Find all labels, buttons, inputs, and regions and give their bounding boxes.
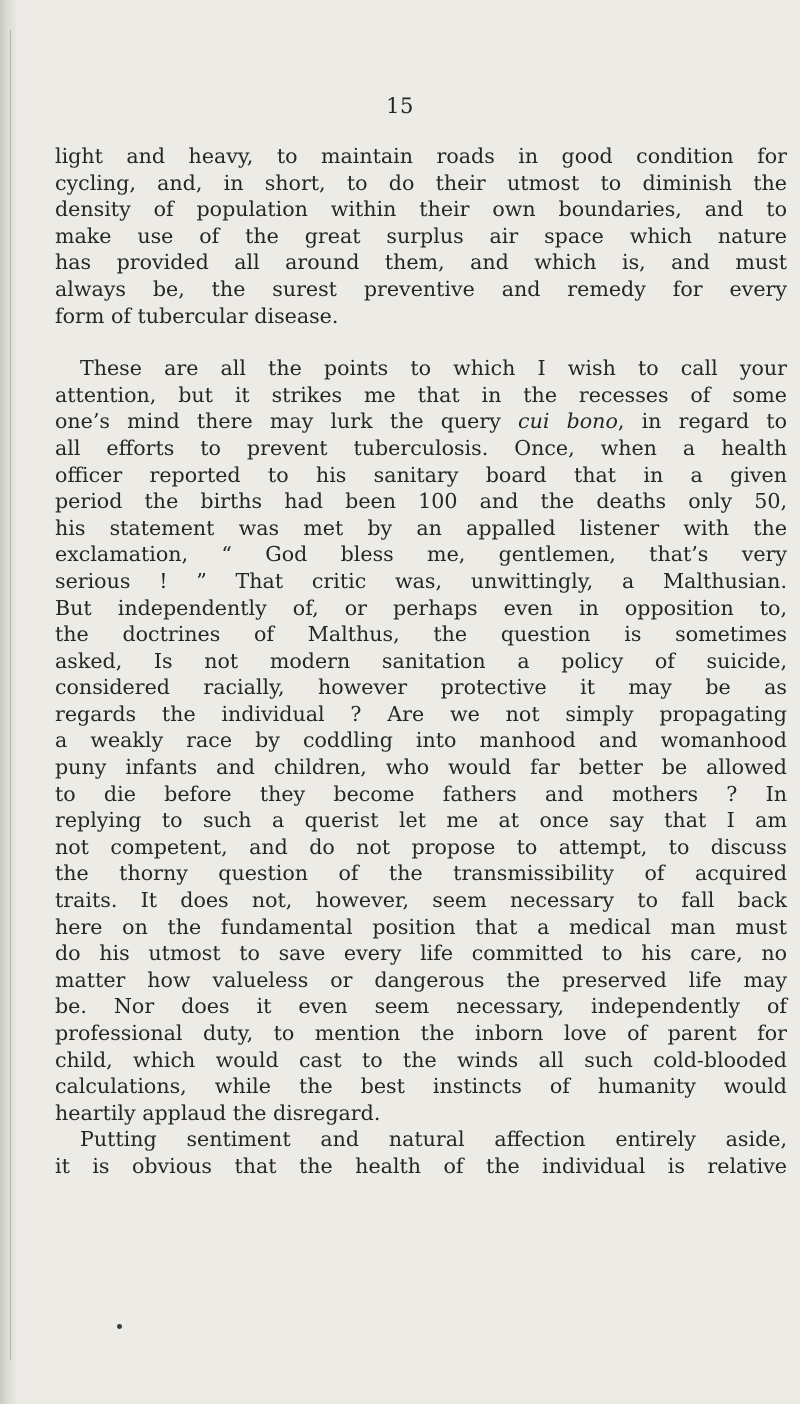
- text-line: traits. It does not, however, seem necessary to fall back: [55, 888, 787, 913]
- text-line: serious ! ” That critic was, unwittingly, a Malthusian.: [55, 568, 787, 593]
- text-line: one’s mind there may lurk the query cui bono, in regard to: [55, 409, 787, 434]
- text-line: officer reported to his sanitary board that in a given: [55, 462, 787, 487]
- paragraph-2: [55, 355, 787, 1126]
- text-line: it is obvious that the health of the individual is relative: [55, 1153, 787, 1178]
- text-line: matter how valueless or dangerous the preserved life may: [55, 967, 787, 992]
- text-line: asked, Is not modern sanitation a policy of suicide,: [55, 648, 787, 673]
- text-line: the thorny question of the transmissibility of acquired: [55, 861, 787, 886]
- ink-speck: [117, 1324, 122, 1329]
- text-line: light and heavy, to maintain roads in good condition for: [55, 144, 787, 168]
- text-line: make use of the great surplus air space which nature: [55, 223, 787, 248]
- text-line: attention, but it strikes me that in the recesses of some: [55, 382, 787, 407]
- text-line: form of tubercular disease.: [55, 303, 339, 328]
- text-line: has provided all around them, and which is, and must: [55, 250, 787, 275]
- text-line: cycling, and, in short, to do their utmost to diminish the: [55, 170, 787, 195]
- paragraph-gap: [55, 329, 787, 355]
- latin-phrase: cui bono: [518, 409, 618, 434]
- text-line: the doctrines of Malthus, the question is sometimes: [55, 622, 787, 647]
- text-line: professional duty, to mention the inborn love of parent for: [55, 1021, 787, 1045]
- binding-edge: [10, 30, 11, 1360]
- body-text: [55, 143, 787, 1180]
- text-line: These are all the points to which I wish to call your: [80, 356, 787, 381]
- paragraph-3: [55, 1126, 787, 1179]
- text-line: exclamation, “ God bless me, gentlemen, that’s very: [55, 542, 787, 567]
- text-line: do his utmost to save every life committed to his care, no: [55, 941, 787, 966]
- text-line: heartily applaud the disregard.: [55, 1100, 381, 1125]
- page-number: 15: [386, 94, 414, 118]
- text-line: always be, the surest preventive and remedy for every: [55, 276, 787, 301]
- page-gutter-shadow: [0, 0, 18, 1404]
- text-line: to die before they become fathers and mothers ? In: [55, 781, 787, 806]
- text-line: replying to such a querist let me at once say that I am: [55, 808, 787, 833]
- text-line: all efforts to prevent tuberculosis. Once, when a health: [55, 435, 787, 460]
- text-line: his statement was met by an appalled listener with the: [55, 515, 787, 540]
- text-line: not competent, and do not propose to attempt, to discuss: [55, 834, 787, 859]
- text-line: But independently of, or perhaps even in opposition to,: [55, 595, 787, 620]
- paragraph-1: [55, 143, 787, 329]
- text-line: regards the individual ? Are we not simply propagating: [55, 701, 787, 726]
- text-line: density of population within their own boundaries, and to: [55, 197, 787, 222]
- text-line: period the births had been 100 and the deaths only 50,: [55, 489, 787, 514]
- text-line: child, which would cast to the winds all such cold-blooded: [55, 1047, 787, 1072]
- text-line: calculations, while the best instincts of humanity would: [55, 1074, 787, 1099]
- text-line: here on the fundamental position that a medical man must: [55, 914, 787, 939]
- text-line: a weakly race by coddling into manhood and womanhood: [55, 728, 787, 753]
- text-line: puny infants and children, who would far better be allowed: [55, 755, 787, 780]
- text-line: Putting sentiment and natural affection entirely aside,: [80, 1127, 787, 1152]
- text-line: be. Nor does it even seem necessary, independently of: [55, 994, 787, 1019]
- text-line: considered racially, however protective it may be as: [55, 675, 787, 700]
